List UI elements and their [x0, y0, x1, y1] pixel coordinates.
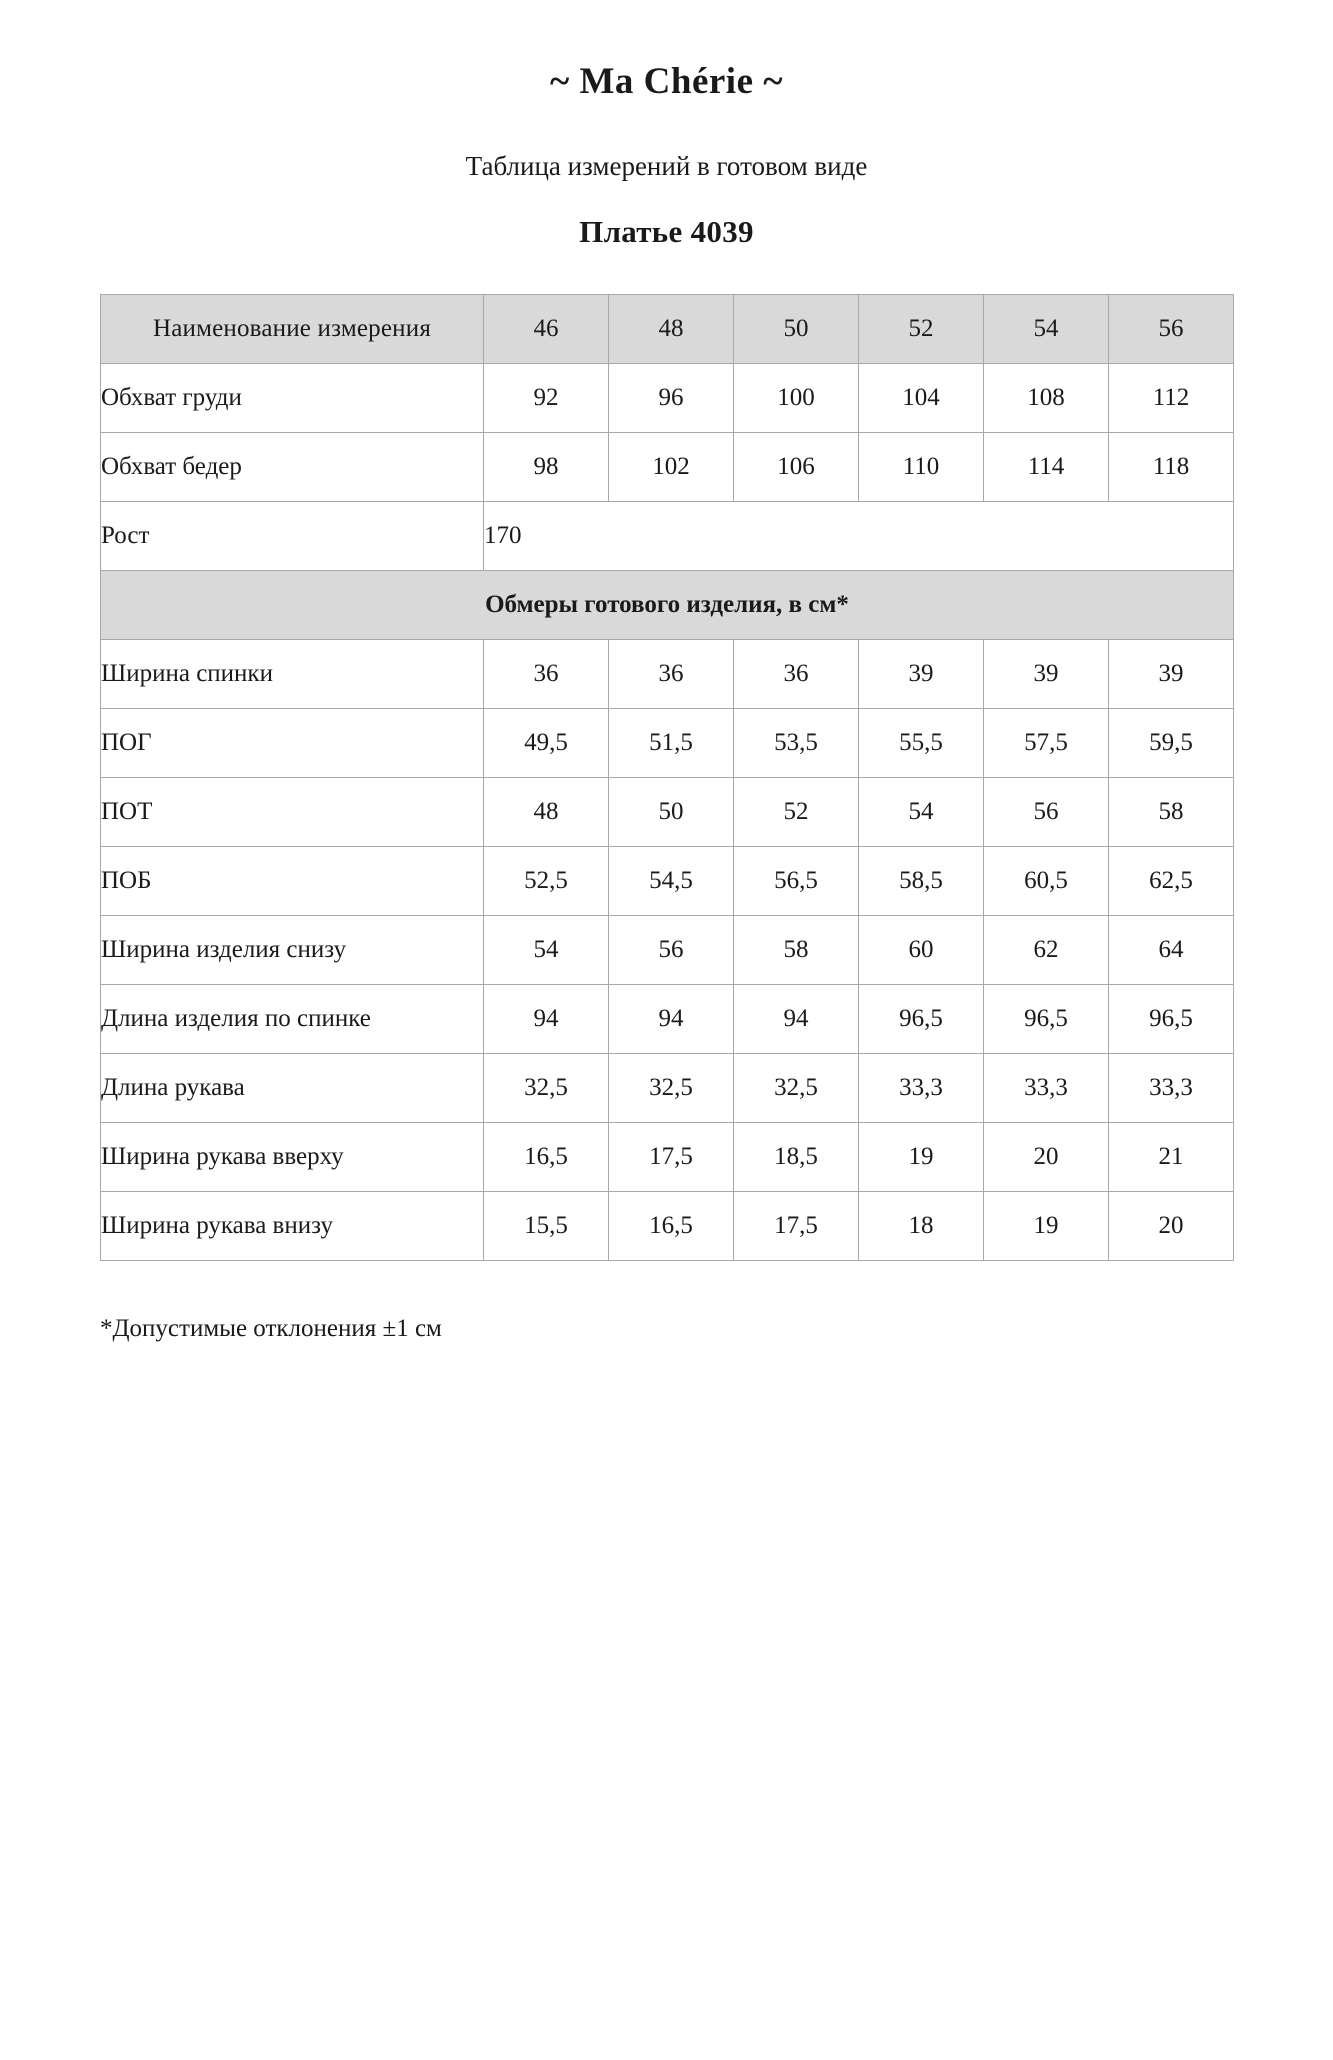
- cell-value: 96,5: [1109, 985, 1234, 1054]
- cell-value: 58: [734, 916, 859, 985]
- cell-value: 36: [734, 640, 859, 709]
- cell-value: 59,5: [1109, 709, 1234, 778]
- cell-value: 110: [859, 433, 984, 502]
- cell-value: 94: [734, 985, 859, 1054]
- column-header-size-54: 54: [984, 295, 1109, 364]
- column-header-name: Наименование измерения: [101, 295, 484, 364]
- column-header-size-46: 46: [484, 295, 609, 364]
- row-label: Ширина рукава внизу: [101, 1192, 484, 1261]
- cell-value: 18,5: [734, 1123, 859, 1192]
- cell-value: 50: [609, 778, 734, 847]
- cell-value: 96: [609, 364, 734, 433]
- cell-value: 114: [984, 433, 1109, 502]
- cell-value: 60: [859, 916, 984, 985]
- row-label: Обхват груди: [101, 364, 484, 433]
- column-header-size-50: 50: [734, 295, 859, 364]
- cell-value: 96,5: [859, 985, 984, 1054]
- row-label: Рост: [101, 502, 484, 571]
- section-title: Обмеры готового изделия, в см*: [101, 571, 1234, 640]
- cell-value: 60,5: [984, 847, 1109, 916]
- cell-value-height: 170: [484, 502, 1234, 571]
- table-row: [101, 709, 1234, 778]
- table-row: [101, 640, 1234, 709]
- table-section-row: [101, 571, 1234, 640]
- cell-value: 39: [984, 640, 1109, 709]
- cell-value: 32,5: [484, 1054, 609, 1123]
- document-subtitle: Таблица измерений в готовом виде: [465, 151, 868, 181]
- cell-value: 36: [484, 640, 609, 709]
- table-row: [101, 847, 1234, 916]
- cell-value: 54,5: [609, 847, 734, 916]
- cell-value: 98: [484, 433, 609, 502]
- cell-value: 52,5: [484, 847, 609, 916]
- cell-value: 62: [984, 916, 1109, 985]
- row-label: Ширина спинки: [101, 640, 484, 709]
- cell-value: 19: [859, 1123, 984, 1192]
- cell-value: 17,5: [734, 1192, 859, 1261]
- cell-value: 32,5: [609, 1054, 734, 1123]
- cell-value: 19: [984, 1192, 1109, 1261]
- table-row: [101, 1054, 1234, 1123]
- cell-value: 112: [1109, 364, 1234, 433]
- page-title: Платье 4039: [579, 214, 754, 249]
- cell-value: 53,5: [734, 709, 859, 778]
- cell-value: 54: [859, 778, 984, 847]
- cell-value: 108: [984, 364, 1109, 433]
- cell-value: 18: [859, 1192, 984, 1261]
- cell-value: 17,5: [609, 1123, 734, 1192]
- row-label: Обхват бедер: [101, 433, 484, 502]
- row-label: Ширина изделия снизу: [101, 916, 484, 985]
- cell-value: 52: [734, 778, 859, 847]
- cell-value: 48: [484, 778, 609, 847]
- cell-value: 62,5: [1109, 847, 1234, 916]
- cell-value: 54: [484, 916, 609, 985]
- cell-value: 20: [984, 1123, 1109, 1192]
- cell-value: 94: [609, 985, 734, 1054]
- cell-value: 56: [609, 916, 734, 985]
- cell-value: 39: [859, 640, 984, 709]
- cell-value: 100: [734, 364, 859, 433]
- table-row: [101, 433, 1234, 502]
- cell-value: 94: [484, 985, 609, 1054]
- cell-value: 92: [484, 364, 609, 433]
- cell-value: 33,3: [859, 1054, 984, 1123]
- row-label: ПОБ: [101, 847, 484, 916]
- footnote: *Допустимые отклонения ±1 см: [100, 1315, 442, 1342]
- cell-value: 56: [984, 778, 1109, 847]
- cell-value: 33,3: [1109, 1054, 1234, 1123]
- cell-value: 118: [1109, 433, 1234, 502]
- brand-title: ~ Ma Chérie ~: [550, 61, 783, 102]
- cell-value: 20: [1109, 1192, 1234, 1261]
- cell-value: 15,5: [484, 1192, 609, 1261]
- cell-value: 56,5: [734, 847, 859, 916]
- cell-value: 51,5: [609, 709, 734, 778]
- measurements-table: [100, 294, 1234, 1261]
- row-label: Длина изделия по спинке: [101, 985, 484, 1054]
- cell-value: 16,5: [484, 1123, 609, 1192]
- row-label: ПОТ: [101, 778, 484, 847]
- column-header-size-56: 56: [1109, 295, 1234, 364]
- document-page: [0, 60, 1333, 2060]
- table-header: [101, 295, 1234, 364]
- cell-value: 102: [609, 433, 734, 502]
- cell-value: 39: [1109, 640, 1234, 709]
- cell-value: 21: [1109, 1123, 1234, 1192]
- cell-value: 57,5: [984, 709, 1109, 778]
- cell-value: 64: [1109, 916, 1234, 985]
- cell-value: 58: [1109, 778, 1234, 847]
- cell-value: 16,5: [609, 1192, 734, 1261]
- table-row: [101, 778, 1234, 847]
- table-row: [101, 1123, 1234, 1192]
- table-row: [101, 1192, 1234, 1261]
- cell-value: 49,5: [484, 709, 609, 778]
- cell-value: 104: [859, 364, 984, 433]
- table-header-row: [101, 295, 1234, 364]
- cell-value: 33,3: [984, 1054, 1109, 1123]
- row-label: ПОГ: [101, 709, 484, 778]
- table-row-height: [101, 502, 1234, 571]
- cell-value: 32,5: [734, 1054, 859, 1123]
- measurements-table-container: [100, 294, 1233, 1261]
- column-header-size-52: 52: [859, 295, 984, 364]
- cell-value: 58,5: [859, 847, 984, 916]
- row-label: Ширина рукава вверху: [101, 1123, 484, 1192]
- cell-value: 106: [734, 433, 859, 502]
- table-row: [101, 364, 1234, 433]
- cell-value: 96,5: [984, 985, 1109, 1054]
- cell-value: 36: [609, 640, 734, 709]
- table-body: [101, 364, 1234, 1261]
- column-header-size-48: 48: [609, 295, 734, 364]
- table-row: [101, 985, 1234, 1054]
- row-label: Длина рукава: [101, 1054, 484, 1123]
- table-row: [101, 916, 1234, 985]
- cell-value: 55,5: [859, 709, 984, 778]
